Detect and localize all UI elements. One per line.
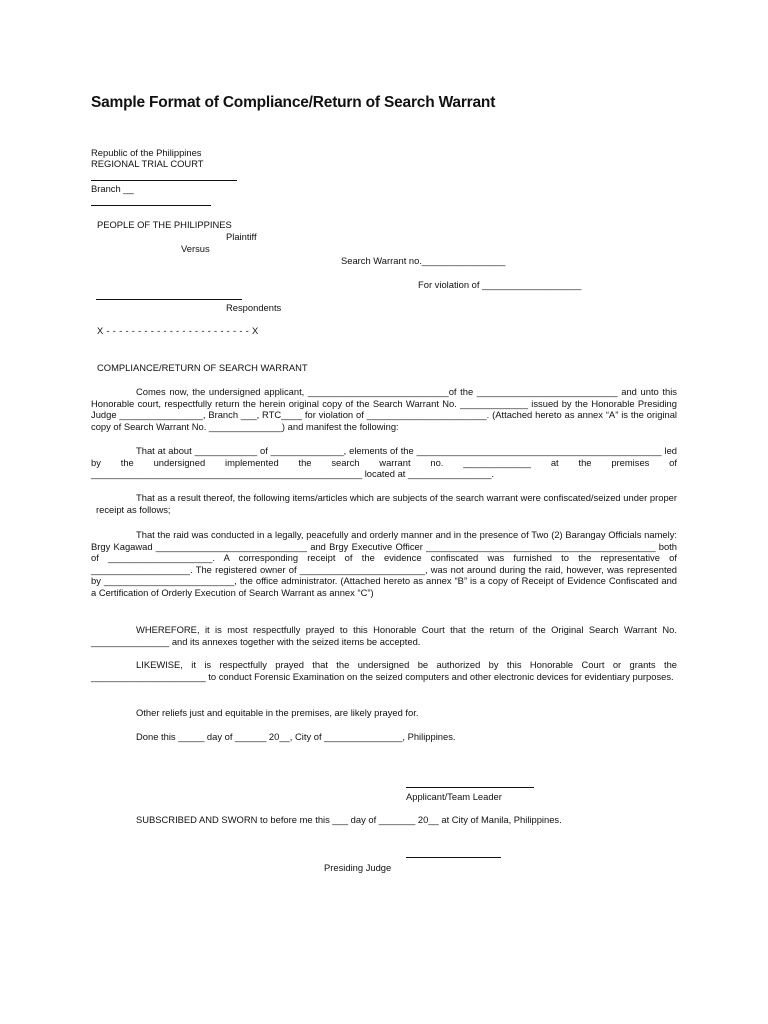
branch-underline [91, 205, 211, 206]
paragraph-comes-now [91, 386, 677, 432]
paragraph-text: That at about ____________ of ______________, elements of the _______________________________________________ led by the undersigned implemented the search warrant no. _____________ at the premises of ____________________________________________________ located at ________________. [91, 445, 677, 480]
paragraph-text: WHEREFORE, it is most respectfully prayed to this Honorable Court that the return of the Original Search Warrant No. _______________ and its annexes together with the seized items be accepted. [91, 624, 677, 647]
judge-signature-line [406, 857, 501, 858]
header-republic: Republic of the Philippines [91, 147, 202, 158]
caption-people: PEOPLE OF THE PHILIPPINES [97, 219, 232, 230]
document-title: Sample Format of Compliance/Return of Search Warrant [91, 94, 496, 111]
paragraph-other-reliefs: Other reliefs just and equitable in the premises, are likely prayed for. [136, 707, 419, 718]
subscribed-sworn-text: SUBSCRIBED AND SWORN to before me this ___ day of _______ 20__ at City of Manila, Philippines. [136, 814, 562, 825]
caption-plaintiff: Plaintiff [226, 231, 257, 242]
signature-judge-label: Presiding Judge [324, 862, 392, 873]
header-court: REGIONAL TRIAL COURT [91, 158, 204, 169]
caption-separator: X - - - - - - - - - - - - - - - - - - - - - - - X [97, 325, 259, 336]
paragraph-text: That as a result thereof, the following items/articles which are subjects of the search warrant were confiscated/seized under proper receipt as follows; [96, 492, 677, 515]
caption-for-violation: For violation of ___________________ [418, 279, 582, 290]
paragraph-text: LIKEWISE, it is respectfully prayed that the undersigned be authorized by this Honorable Court or grants the ______________________ to conduct Forensic Examination on the seized computers and other electronic devices for evidentiary purposes. [91, 659, 677, 682]
paragraph-wherefore [91, 624, 677, 647]
applicant-signature-line [406, 787, 534, 788]
paragraph-done-this: Done this _____ day of ______ 20__, City of _______________, Philippines. [136, 731, 456, 742]
header-branch: Branch __ [91, 183, 134, 194]
paragraph-likewise [91, 659, 677, 682]
caption-versus: Versus [181, 243, 210, 254]
paragraph-result-thereof [96, 492, 677, 515]
paragraph-text: That the raid was conducted in a legally, peacefully and orderly manner and in the presence of Two (2) Barangay Officials namely: Brgy Kagawad _____________________________ and Brgy Executive Officer ____________________________________________ both of ____________________. A corresponding receipt of the evidence confiscated was furnished to the representative of ___________________. The registered owner of ________________________, was not around during the raid, however, was represented by _________________________, the office administrator. (Attached hereto as annex “B” is a copy of Receipt of Evidence Confiscated and a Certification of Orderly Execution of Search Warrant as annex “C”) [91, 529, 677, 598]
caption-search-warrant-no: Search Warrant no.________________ [341, 255, 506, 266]
paragraph-raid-conducted [91, 529, 677, 599]
paragraph-that-at-about [91, 445, 677, 480]
court-underline [91, 180, 237, 181]
document-heading: COMPLIANCE/RETURN OF SEARCH WARRANT [97, 362, 308, 373]
respondent-underline [96, 299, 242, 300]
signature-applicant-label: Applicant/Team Leader [406, 791, 502, 802]
paragraph-text: Comes now, the undersigned applicant, ___________________________of the ___________________________ and unto this Honorable court, respectfully return the herein original copy of the Search Warrant No. _____________ issued by the Honorable Presiding Judge ________________, Branch ___, RTC____ for violation of _______________________. (Attached hereto as annex “A” is the original copy of Search Warrant No. ______________) and manifest the following: [91, 386, 677, 432]
caption-respondents: Respondents [226, 302, 282, 313]
